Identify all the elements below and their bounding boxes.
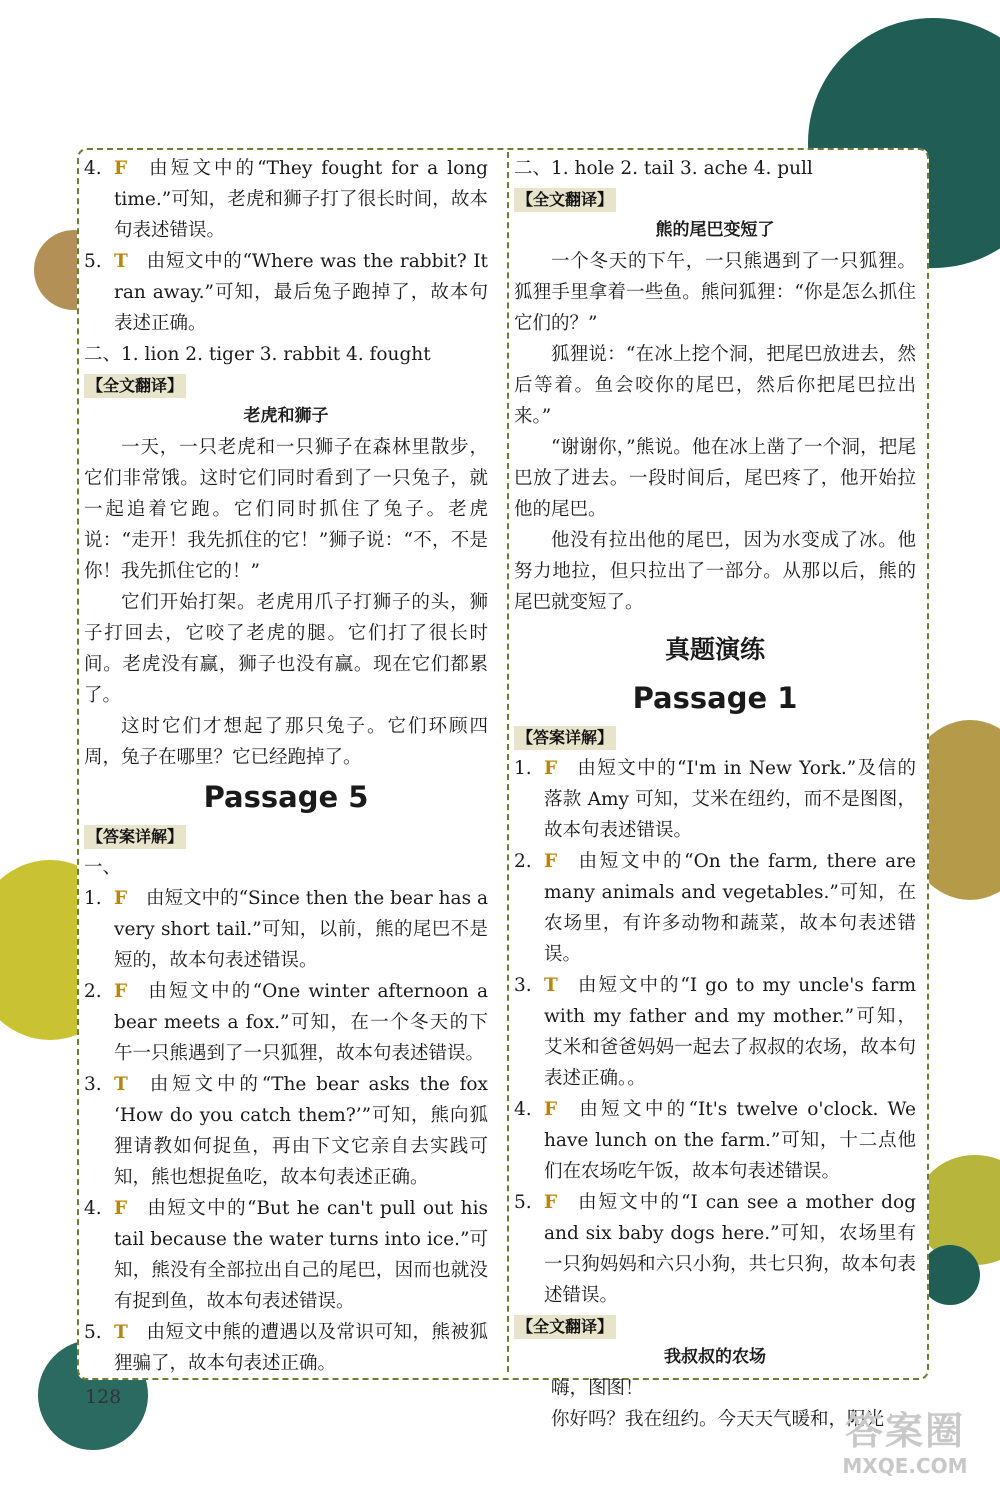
answer-item xyxy=(514,753,916,846)
answer-item xyxy=(84,153,488,246)
answer-mark: F xyxy=(114,158,128,179)
section1-label: 一、 xyxy=(84,857,122,878)
answer-explanation: 由短文中的“They fought for a long time.”可知，老虎和狮子打了很长时间，故本句表述错误。 xyxy=(114,158,488,241)
answer-explanation: 由短文中的“I'm in New York.”及信的落款 Amy 可知，艾米在纽约，而不是图图，故本句表述错误。 xyxy=(544,758,916,841)
answer-item xyxy=(84,246,488,339)
section2-answers: 二、1. hole 2. tail 3. ache 4. pull xyxy=(514,158,813,179)
translation-tag: 【全文翻译】 xyxy=(84,374,186,398)
answer-mark: T xyxy=(544,975,558,996)
answers-tag: 【答案详解】 xyxy=(84,825,186,849)
answer-mark: F xyxy=(544,758,558,779)
letter-line: 你好吗？我在纽约。今天天气暖和，阳光 xyxy=(551,1409,885,1430)
item-number: 3. xyxy=(84,1074,102,1095)
watermark-url: MXQE.COM xyxy=(842,1454,968,1478)
answer-mark: T xyxy=(114,251,128,272)
translation-tag: 【全文翻译】 xyxy=(514,188,616,212)
section-heading: 真题演练 xyxy=(664,635,765,664)
answer-mark: F xyxy=(544,851,558,872)
story-paragraph: 一天，一只老虎和一只狮子在森林里散步，它们非常饿。这时它们同时看到了一只兔子，就一起追着它跑。它们同时抓住了兔子。老虎说：“走开！我先抓住的它！”狮子说：“不，不是你！我先抓住它的！” xyxy=(84,437,488,582)
item-number: 5. xyxy=(84,1322,102,1343)
answer-mark: F xyxy=(114,888,128,909)
story-paragraph: “谢谢你，”熊说。他在冰上凿了一个洞，把尾巴放了进去。一段时间后，尾巴疼了，他开始拉他的尾巴。 xyxy=(514,437,916,520)
answer-mark: T xyxy=(114,1322,128,1343)
answer-item xyxy=(514,846,916,970)
item-number: 2. xyxy=(84,981,102,1002)
left-column xyxy=(84,153,488,1379)
answer-mark: F xyxy=(114,1198,128,1219)
story-paragraph: 他没有拉出他的尾巴，因为水变成了冰。他努力地拉，但只拉出了一部分。从那以后，熊的尾巴就变短了。 xyxy=(514,530,916,613)
item-number: 3. xyxy=(514,975,532,996)
section2-answers: 二、1. lion 2. tiger 3. rabbit 4. fought xyxy=(84,344,431,365)
answer-item xyxy=(84,1317,488,1379)
story-title: 老虎和狮子 xyxy=(243,406,329,426)
answer-item xyxy=(84,1069,488,1193)
right-column xyxy=(514,153,916,1435)
column-divider xyxy=(507,152,509,1372)
answer-item xyxy=(84,1193,488,1317)
watermark-logo xyxy=(815,1408,995,1478)
answer-item xyxy=(84,976,488,1069)
story-paragraph: 一个冬天的下午，一只熊遇到了一只狐狸。狐狸手里拿着一些鱼。熊问狐狸：“你是怎么抓住它们的？” xyxy=(514,251,916,334)
answer-explanation: 由短文中的“Since then the bear has a very short tail.”可知，以前，熊的尾巴不是短的，故本句表述错误。 xyxy=(114,888,488,971)
item-number: 1. xyxy=(514,758,532,779)
decorative-circle-teal xyxy=(920,1245,980,1305)
answer-item xyxy=(514,1187,916,1311)
answer-explanation: 由短文中的“But he can't pull out his tail because the water turns into ice.”可知，熊没有全部拉出自己的尾巴，因而也就没有捉到鱼，故本句表述错误。 xyxy=(114,1198,488,1312)
page-number: 128 xyxy=(85,1386,122,1408)
item-number: 4. xyxy=(84,158,102,179)
item-number: 4. xyxy=(84,1198,102,1219)
item-number: 4. xyxy=(514,1099,532,1120)
translation-tag: 【全文翻译】 xyxy=(514,1315,616,1339)
answer-item xyxy=(84,883,488,976)
answer-explanation: 由短文中的“Where was the rabbit? It ran away.”可知，最后兔子跑掉了，故本句表述正确。 xyxy=(114,251,488,334)
story-paragraph: 这时它们才想起了那只兔子。它们环顾四周，兔子在哪里？它已经跑掉了。 xyxy=(84,716,488,768)
passage-heading: Passage 5 xyxy=(203,780,369,814)
watermark-text: 答案圈 xyxy=(844,1409,965,1453)
passage-heading: Passage 1 xyxy=(632,681,798,715)
answer-explanation: 由短文中的“One winter afternoon a bear meets a fox.”可知，在一个冬天的下午一只熊遇到了一只狐狸，故本句表述错误。 xyxy=(114,981,488,1064)
answer-explanation: 由短文中的“On the farm, there are many animals and vegetables.”可知，在农场里，有许多动物和蔬菜，故本句表述错误。 xyxy=(544,851,916,965)
answer-explanation: 由短文中的“I can see a mother dog and six baby dogs here.”可知，农场里有一只狗妈妈和六只小狗，共七只狗，故本句表述错误。 xyxy=(544,1192,916,1306)
story-title: 我叔叔的农场 xyxy=(664,1347,766,1367)
answer-mark: F xyxy=(544,1099,558,1120)
story-paragraph: 狐狸说：“在冰上挖个洞，把尾巴放进去，然后等着。鱼会咬你的尾巴，然后你把尾巴拉出来。” xyxy=(514,344,916,427)
answer-explanation: 由短文中的“The bear asks the fox ‘How do you catch them?’”可知，熊向狐狸请教如何捉鱼，再由下文它亲自去实践可知，熊也想捉鱼吃，故本句表述正确。 xyxy=(114,1074,488,1188)
answers-tag: 【答案详解】 xyxy=(514,726,616,750)
answer-explanation: 由短文中的“It's twelve o'clock. We have lunch on the farm.”可知，十二点他们在农场吃午饭，故本句表述错误。 xyxy=(544,1099,916,1182)
letter-line: 嗨，图图！ xyxy=(551,1378,644,1399)
item-number: 5. xyxy=(514,1192,532,1213)
story-title: 熊的尾巴变短了 xyxy=(655,220,775,240)
story-paragraph: 它们开始打架。老虎用爪子打狮子的头，狮子打回去，它咬了老虎的腿。它们打了很长时间。老虎没有赢，狮子也没有赢。现在它们都累了。 xyxy=(84,592,488,706)
answer-mark: F xyxy=(114,981,128,1002)
item-number: 5. xyxy=(84,251,102,272)
item-number: 1. xyxy=(84,888,102,909)
answer-mark: T xyxy=(114,1074,128,1095)
answer-item xyxy=(514,970,916,1094)
answer-mark: F xyxy=(544,1192,558,1213)
item-number: 2. xyxy=(514,851,532,872)
answer-explanation: 由短文中熊的遭遇以及常识可知，熊被狐狸骗了，故本句表述正确。 xyxy=(114,1322,488,1374)
answer-explanation: 由短文中的“I go to my uncle's farm with my father and my mother.”可知，艾米和爸爸妈妈一起去了叔叔的农场，故本句表述正确。。 xyxy=(544,975,916,1089)
answer-item xyxy=(514,1094,916,1187)
